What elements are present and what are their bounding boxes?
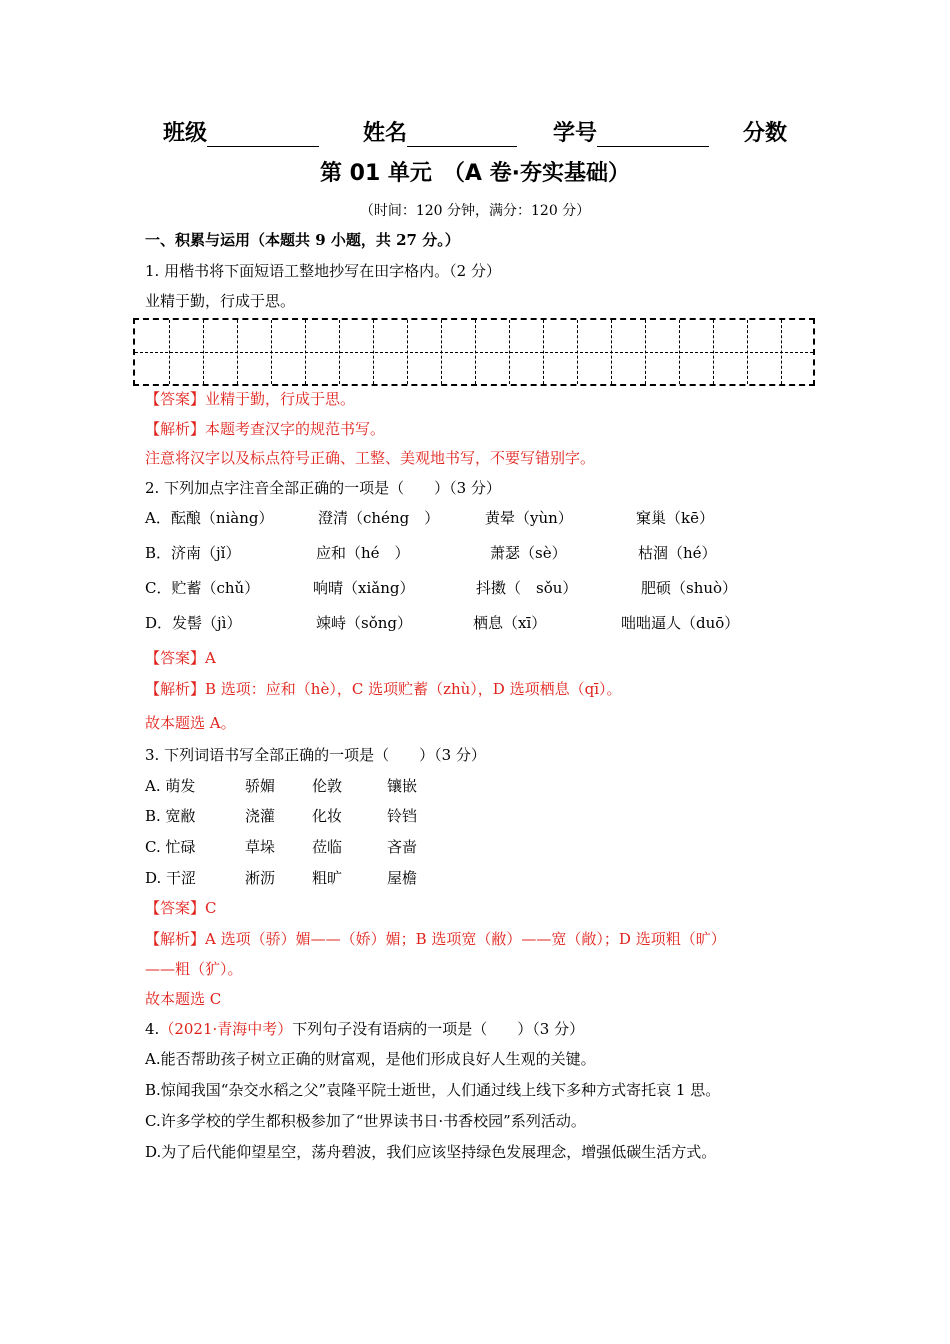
q3-option-c-word3: 莅临	[312, 838, 343, 856]
q3-option-c-word4: 吝啬	[387, 838, 418, 856]
q2-option-d: D．发髻（jì）	[145, 614, 242, 632]
q3-conclusion: 故本题选 C	[145, 990, 222, 1008]
q1-answer: 【答案】业精于勤，行成于思。	[145, 390, 356, 408]
q1-phrase: 业精于勤，行成于思。	[145, 292, 296, 310]
q2-option-d-word4: 咄咄逼人（duō）	[621, 614, 740, 632]
q4-stem-line	[145, 1018, 584, 1039]
q4-source: （2021·青海中考）	[159, 1020, 293, 1038]
q4-number: 4.	[145, 1020, 160, 1038]
q2-stem: 2. 下列加点字注音全部正确的一项是（ ）（3 分）	[145, 479, 501, 497]
name-label: 姓名	[363, 121, 408, 146]
q3-answer: 【答案】C	[145, 899, 217, 917]
q2-analysis: 【解析】B 选项：应和（hè），C 选项贮蓄（zhù），D 选项栖息（qī）。	[145, 680, 622, 698]
q2-answer: 【答案】A	[145, 649, 216, 667]
q3-option-a-word4: 镶嵌	[387, 777, 418, 795]
tianzige-grid[interactable]	[133, 318, 815, 386]
q3-option-d-word4: 屋檐	[387, 869, 418, 887]
q3-option-d-word3: 粗旷	[312, 869, 343, 887]
q2-option-b-word2: 应和（hé ）	[316, 544, 410, 562]
q3-option-a-word2: 骄媚	[245, 777, 276, 795]
q2-option-c: C．贮蓄（chǔ）	[145, 579, 260, 597]
score-label: 分数	[743, 121, 788, 146]
q3-option-a: A. 萌发	[145, 777, 196, 795]
q1-note: 注意将汉字以及标点符号正确、工整、美观地书写，不要写错别字。	[145, 449, 596, 467]
q2-option-b-word4: 枯涸（hé）	[638, 544, 717, 562]
q2-conclusion: 故本题选 A。	[145, 714, 236, 732]
q3-stem: 3. 下列词语书写全部正确的一项是（ ）（3 分）	[145, 746, 486, 764]
q4-stem: 下列句子没有语病的一项是（ ）（3 分）	[292, 1020, 585, 1038]
q3-analysis-line1: 【解析】A 选项（骄）媚——（娇）媚；B 选项宽（敝）——宽（敞）；D 选项粗（旷）	[145, 930, 726, 948]
q4-option-c: C.许多学校的学生都积极参加了“世界读书日·书香校园”系列活动。	[145, 1112, 586, 1130]
q3-option-d-word2: 淅沥	[245, 869, 276, 887]
exam-info: （时间：120 分钟，满分：120 分）	[359, 203, 591, 219]
q4-option-a: A.能否帮助孩子树立正确的财富观，是他们形成良好人生观的关键。	[145, 1050, 596, 1068]
q3-option-b-word4: 铃铛	[387, 807, 418, 825]
q2-option-a-word3: 黄晕（yùn）	[485, 509, 573, 527]
section-heading: 一、积累与运用（本题共 9 小题，共 27 分。）	[145, 231, 460, 249]
q2-option-d-word2: 竦峙（sǒng）	[316, 614, 412, 632]
q1-analysis: 【解析】本题考查汉字的规范书写。	[145, 420, 386, 438]
q3-option-a-word3: 伦敦	[312, 777, 343, 795]
page-title: 第 01 单元 （A 卷·夯实基础）	[320, 161, 630, 186]
name-field	[363, 116, 517, 147]
q1-stem: 1. 用楷书将下面短语工整地抄写在田字格内。（2 分）	[145, 262, 501, 280]
q2-option-b: B．济南（jǐ）	[145, 544, 241, 562]
class-field	[163, 116, 319, 147]
q2-option-c-word4: 肥硕（shuò）	[641, 579, 738, 597]
class-blank[interactable]	[207, 124, 319, 147]
q3-option-c: C. 忙碌	[145, 838, 196, 856]
id-field	[553, 116, 709, 147]
id-blank[interactable]	[597, 124, 709, 147]
q3-option-b-word2: 浇灌	[245, 807, 276, 825]
q2-option-a-word4: 窠巢（kē）	[636, 509, 714, 527]
q2-option-a: A．酝酿（niàng）	[145, 509, 274, 527]
q2-option-c-word3: 抖擞（ sǒu）	[476, 579, 578, 597]
q4-option-d: D.为了后代能仰望星空，荡舟碧波，我们应该坚持绿色发展理念，增强低碳生活方式。	[145, 1143, 717, 1161]
q2-option-d-word3: 栖息（xī）	[473, 614, 547, 632]
q2-option-c-word2: 响晴（xiǎng）	[313, 579, 415, 597]
name-blank[interactable]	[407, 124, 517, 147]
q3-option-d: D. 干涩	[145, 869, 197, 887]
q2-option-b-word3: 萧瑟（sè）	[490, 544, 567, 562]
q2-option-a-word2: 澄清（chéng ）	[318, 509, 440, 527]
q3-option-b-word3: 化妆	[312, 807, 343, 825]
q4-option-b: B.惊闻我国“杂交水稻之父”袁隆平院士逝世，人们通过线上线下多种方式寄托哀 1 思。	[145, 1081, 721, 1099]
q3-option-b: B. 宽敝	[145, 807, 196, 825]
class-label: 班级	[163, 121, 208, 146]
q3-analysis-line2: ——粗（犷）。	[145, 960, 243, 978]
q3-option-c-word2: 草垛	[245, 838, 276, 856]
id-label: 学号	[553, 121, 598, 146]
